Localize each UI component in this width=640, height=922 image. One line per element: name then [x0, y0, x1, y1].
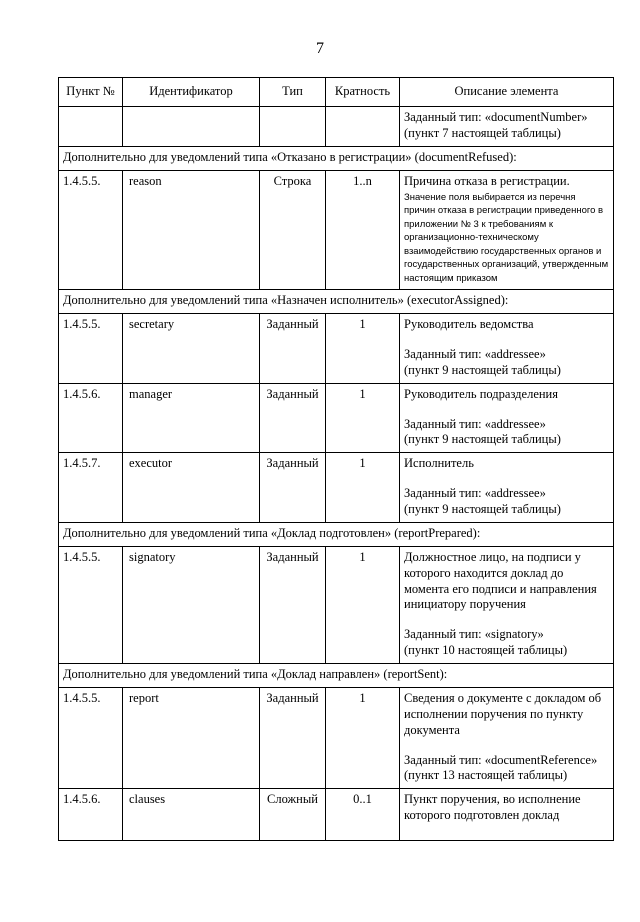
header-id: Идентификатор [123, 78, 260, 107]
cell-num [59, 107, 123, 147]
desc-text: Заданный тип: «documentReference» [404, 752, 598, 767]
cell-mult: 0..1 [326, 789, 400, 841]
section-row [59, 664, 614, 688]
cell-desc [400, 789, 614, 841]
cell-mult: 1..n [326, 170, 400, 289]
cell-type: Сложный [260, 789, 326, 841]
table-row [59, 546, 614, 663]
cell-type: Строка [260, 170, 326, 289]
cell-num: 1.4.5.5. [59, 687, 123, 788]
cell-num: 1.4.5.5. [59, 170, 123, 289]
desc-text: Заданный тип: «documentNumber» [404, 110, 588, 124]
desc-text: Заданный тип: «addressee» [404, 346, 546, 361]
cell-type: Заданный [260, 546, 326, 663]
cell-id [123, 107, 260, 147]
cell-desc [400, 687, 614, 788]
desc-text: (пункт 13 настоящей таблицы) [404, 768, 568, 783]
desc-text: Должностное лицо, на подписи у которого находится доклад до момента его подписи и направления инициатору поручения [404, 549, 597, 612]
table-row [59, 789, 614, 841]
cell-desc [400, 170, 614, 289]
section-row [59, 147, 614, 171]
element-spec-table [58, 77, 614, 841]
desc-text: Пункт поручения, во исполнение которого подготовлен доклад [404, 792, 581, 823]
cell-id: secretary [123, 314, 260, 384]
cell-num: 1.4.5.6. [59, 789, 123, 841]
cell-desc [400, 546, 614, 663]
cell-mult [326, 107, 400, 147]
cell-num: 1.4.5.5. [59, 314, 123, 384]
table-row [59, 314, 614, 384]
desc-text: Причина отказа в регистрации. [404, 173, 570, 188]
section-title: Дополнительно для уведомлений типа «Назначен исполнитель» (executorAssigned): [59, 290, 614, 314]
header-mult: Кратность [326, 78, 400, 107]
desc-text: Руководитель подразделения [404, 386, 558, 401]
cell-id: manager [123, 383, 260, 453]
cell-id: executor [123, 453, 260, 523]
cell-id: reason [123, 170, 260, 289]
cell-mult: 1 [326, 687, 400, 788]
cell-id: signatory [123, 546, 260, 663]
cell-num: 1.4.5.6. [59, 383, 123, 453]
cell-num: 1.4.5.7. [59, 453, 123, 523]
desc-text: (пункт 10 настоящей таблицы) [404, 643, 568, 658]
section-title: Дополнительно для уведомлений типа «Отказано в регистрации» (documentRefused): [59, 147, 614, 171]
desc-note: Значение поля выбирается из перечня причин отказа в регистрации приведенного в приложении № 3 к требованиям к организационно-техническому взаимодействию государственных органов и государственных организаций, утвержденным настоящим приказом [404, 191, 609, 284]
cell-id: report [123, 687, 260, 788]
desc-text: (пункт 9 настоящей таблицы) [404, 362, 561, 377]
header-type: Тип [260, 78, 326, 107]
page-number: 7 [316, 40, 324, 57]
cell-desc [400, 453, 614, 523]
section-row [59, 290, 614, 314]
cell-mult: 1 [326, 453, 400, 523]
desc-text: Заданный тип: «addressee» [404, 486, 546, 501]
table-row [59, 107, 614, 147]
header-num: Пункт № [59, 78, 123, 107]
table-row [59, 383, 614, 453]
cell-desc [400, 107, 614, 147]
cell-num: 1.4.5.5. [59, 546, 123, 663]
section-row [59, 522, 614, 546]
desc-text: (пункт 7 настоящей таблицы) [404, 125, 561, 140]
cell-mult: 1 [326, 383, 400, 453]
desc-text: Исполнитель [404, 456, 474, 471]
header-desc: Описание элемента [400, 78, 614, 107]
table-row [59, 453, 614, 523]
cell-type: Заданный [260, 453, 326, 523]
cell-type: Заданный [260, 687, 326, 788]
table-row [59, 170, 614, 289]
desc-text: Сведения о документе с докладом об исполнении поручения по пункту документа [404, 690, 602, 737]
desc-text: Заданный тип: «addressee» [404, 416, 546, 431]
cell-type: Заданный [260, 314, 326, 384]
cell-type [260, 107, 326, 147]
cell-type: Заданный [260, 383, 326, 453]
section-title: Дополнительно для уведомлений типа «Доклад направлен» (reportSent): [59, 664, 614, 688]
section-title: Дополнительно для уведомлений типа «Доклад подготовлен» (reportPrepared): [59, 522, 614, 546]
cell-desc [400, 314, 614, 384]
desc-text: Руководитель ведомства [404, 317, 534, 332]
desc-text: Заданный тип: «signatory» [404, 627, 544, 642]
table-header-row [59, 78, 614, 107]
cell-desc [400, 383, 614, 453]
desc-text: (пункт 9 настоящей таблицы) [404, 502, 561, 517]
cell-mult: 1 [326, 314, 400, 384]
cell-mult: 1 [326, 546, 400, 663]
cell-id: clauses [123, 789, 260, 841]
desc-text: (пункт 9 настоящей таблицы) [404, 432, 561, 447]
table-row [59, 687, 614, 788]
